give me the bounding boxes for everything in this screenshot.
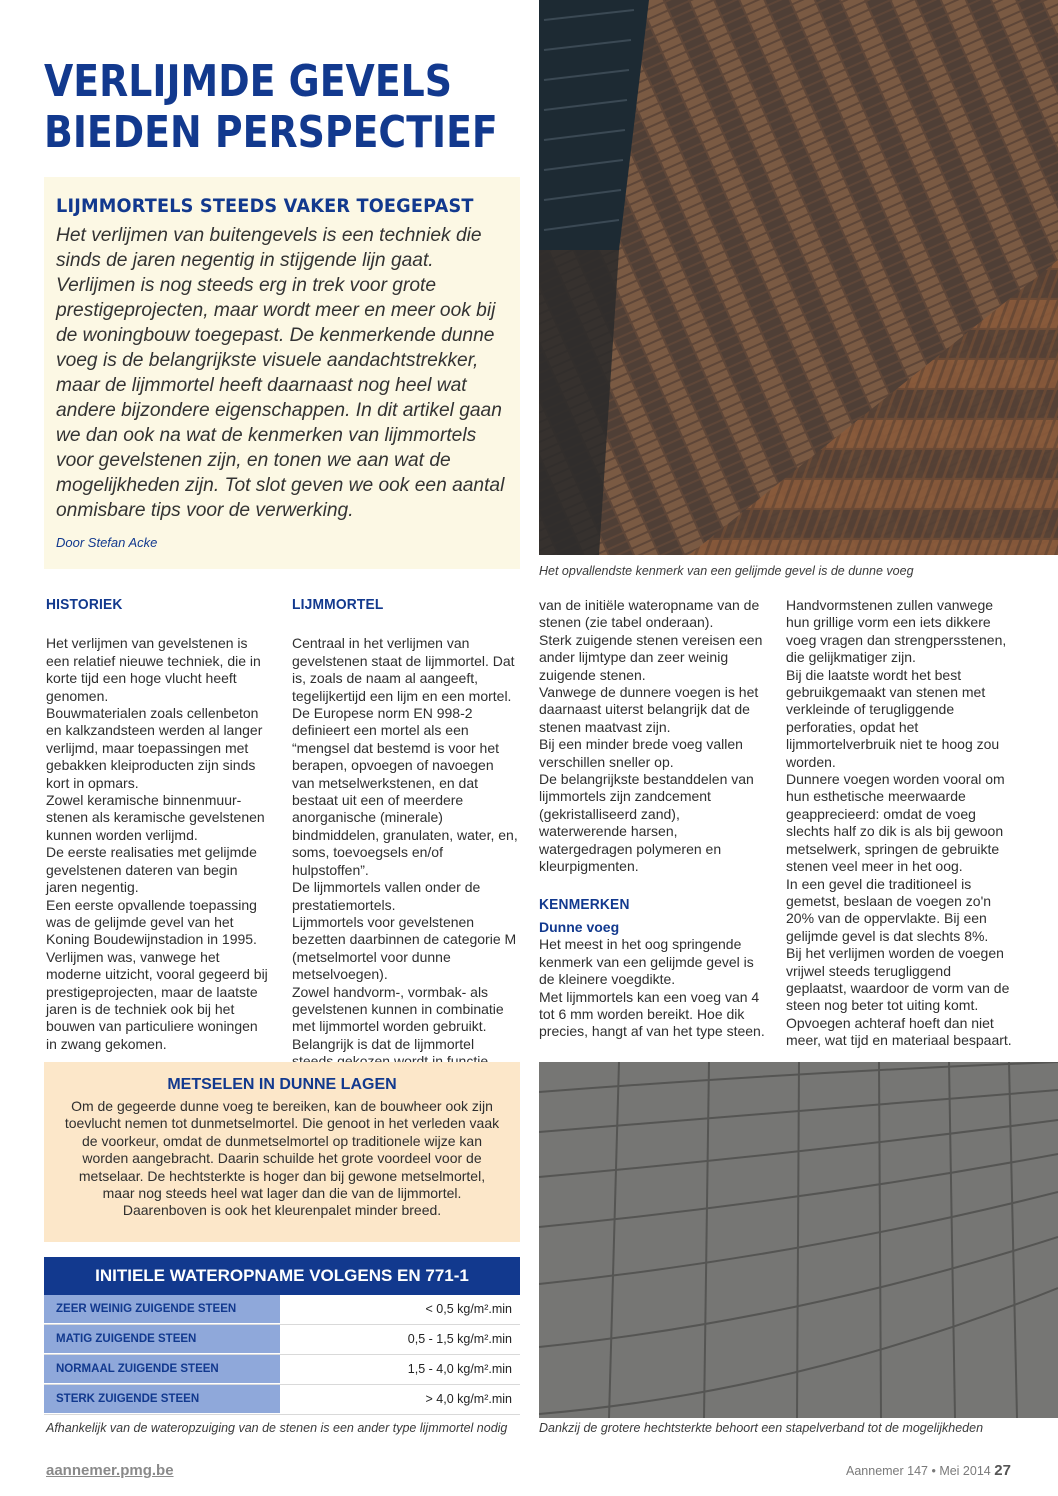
paragraph: Met lijmmortels kan een voeg van 4 tot 6 mm worden bereikt. Hoe dik precies, hangt af van het type steen.	[539, 988, 765, 1040]
paragraph: Opvoegen achteraf hoeft dan niet meer, wat tijd en materiaal bespaart.	[786, 1014, 1012, 1049]
paragraph: Sterk zuigende stenen vereisen een ander lijmtype dan zeer weinig zuigende stenen.	[539, 631, 763, 683]
intro-box	[44, 177, 520, 569]
brick-facade-photo	[539, 0, 1058, 555]
paragraph: De eerste realisaties met gelijmde gevelstenen dateren van begin jaren negentig.	[46, 844, 257, 896]
paragraph: De belangrijkste bestanddelen van lijmmortels zijn zandcement (gekristalliseerd zand), waterwerende harsen, watergedragen polymeren en kleurpigmenten.	[539, 771, 754, 875]
website-link[interactable]: aannemer.pmg.be	[46, 1462, 174, 1479]
paragraph: Dunnere voegen worden vooral om hun esthetische meerwaarde geapprecieerd: omdat de voeg slechts half zo dik is als bij gewoon metselwerk, springen de gebruikte stenen veel meer in het oog.	[786, 771, 1005, 875]
table-caption: Afhankelijk van de wateropzuiging van de stenen is een ander type lijmmortel nodig	[46, 1421, 508, 1435]
heading-lijmmortel: LIJMMORTEL	[292, 596, 384, 613]
title-line-2: BIEDEN PERSPECTIEF	[44, 107, 498, 158]
top-photo-caption: Het opvallendste kenmerk van een gelijmde gevel is de dunne voeg	[539, 564, 914, 578]
paragraph: Bij een minder brede voeg vallen verschillen sneller op.	[539, 736, 743, 770]
heading-historiek: HISTORIEK	[46, 596, 123, 613]
page-title	[44, 56, 498, 158]
sidebar-body: Om de gegeerde dunne voeg te bereiken, kan de bouwheer ook zijn toevlucht nemen tot dunmetselmortel. Die genoot in het verleden vaak de voorkeur, omdat de dunmetselmortel op traditionele wijze kan worden aangebracht. Daarin schuilde het grote voordeel voor de metselaar. De hechtsterkte is hoger dan bij gewone metselmortel, maar nog steeds heel wat lager dan die van de lijmmortel. Daarenboven is ook het kleurenpalet minder breed.	[64, 1098, 500, 1219]
intro-lead: Het verlijmen van buitengevels is een techniek die sinds de jaren negentig in stijgende lijn gaat. Verlijmen is nog steeds erg in trek voor grote prestigeprojecten, maar wordt meer en meer ook bij de woningbouw toegepast. De kenmerkende dunne voeg is de belangrijkste visuele aandachtstrekker, maar de lijmmortel heeft daarnaast nog heel wat andere bijzondere eigenschappen. In dit artikel gaan we dan ook na wat de kenmerken van lijmmortels voor gevelstenen zijn, en tonen we aan wat de mogelijkheden zijn. Tot slot geven we ook een aantal onmisbare tips voor de verwerking.	[56, 225, 505, 521]
issue-info	[846, 1462, 1011, 1479]
paragraph: Vanwege de dunnere voegen is het daarnaast uiterst belangrijk dat de stenen maatvast zijn.	[539, 684, 759, 735]
row-value: > 4,0 kg/m².min	[280, 1385, 520, 1414]
paragraph: Het verlijmen van gevelstenen is een relatief nieuwe techniek, die in korte tijd een hoge vlucht heeft genomen.	[46, 635, 261, 704]
brick-facade-image	[539, 0, 1058, 555]
paragraph: Belangrijk is dat de lijmmortel	[292, 1035, 475, 1052]
row-value: < 0,5 kg/m².min	[280, 1295, 520, 1324]
paragraph: In een gevel die traditioneel is gemetst, beslaan de voegen zo'n 20% van de oppervlakte. Bij een gelijmde gevel is dat slechts 8%.	[786, 875, 992, 944]
paragraph: Bouwmaterialen zoals cellenbeton en kalkzandsteen werden al langer verlijmd, maar toepassingen met gebakken kleiproducten zijn sinds kort in opmars.	[46, 705, 263, 791]
row-label: NORMAAL ZUIGENDE STEEN	[44, 1355, 280, 1384]
paragraph: Zowel handvorm-, vormbak- als gevelstenen kunnen in combinatie met lijmmortel worden gebruikt.	[292, 983, 504, 1035]
bottom-photo-caption: Dankzij de grotere hechtsterkte behoort een stapelverband tot de mogelijkheden	[539, 1421, 984, 1435]
row-label: ZEER WEINIG ZUIGENDE STEEN	[44, 1295, 280, 1324]
stack-bond-image	[539, 1062, 1058, 1418]
intro-heading: LIJMMORTELS STEEDS VAKER TOEGEPAST	[56, 195, 474, 217]
paragraph: Lijmmortels voor gevelstenen bezetten daarbinnen de categorie M (metselmortel voor dunne metselvoegen).	[292, 913, 517, 983]
water-absorption-table	[44, 1257, 520, 1415]
paragraph: Het meest in het oog springende kenmerk van een gelijmde gevel is de kleinere voegdikte.	[539, 936, 754, 988]
heading-kenmerken: KENMERKEN	[539, 895, 630, 913]
paragraph: Handvormstenen zullen vanwege hun grillige vorm een iets dikkere voeg vragen dan strengpersstenen, die gelijkmatiger zijn.	[786, 597, 1007, 666]
row-label: STERK ZUIGENDE STEEN	[44, 1385, 280, 1414]
paragraph: Bij het verlijmen worden de voegen vrijwel steeds terugliggend geplaatst, waardoor de vorm van de steen nog beter tot uiting komt.	[786, 945, 1010, 1014]
title-line-1: VERLIJMDE GEVELS	[44, 56, 453, 107]
subheading-dunne-voeg: Dunne voeg	[539, 918, 620, 935]
column-continued	[786, 597, 1012, 1050]
row-value: 1,5 - 4,0 kg/m².min	[280, 1355, 520, 1384]
column-lijmmortel	[292, 596, 518, 1071]
paragraph: Bij die laatste wordt het best gebruikgemaakt van stenen met verkleinde of terugliggende perforaties, opdat het lijmmortelverbruik niet te hoog zou worden.	[786, 666, 1000, 770]
row-label: MATIG ZUIGENDE STEEN	[44, 1325, 280, 1354]
issue-label: Aannemer 147 • Mei 2014	[846, 1464, 991, 1478]
page-number: 27	[994, 1462, 1011, 1479]
table-row	[44, 1355, 520, 1385]
table-row	[44, 1385, 520, 1415]
table-row	[44, 1295, 520, 1325]
table-title: INITIELE WATEROPNAME VOLGENS EN 771-1	[44, 1257, 520, 1295]
paragraph: Verlijmen was, vanwege het moderne uitzicht, vooral gegeerd bij prestigeprojecten, maar de laatste jaren is de techniek ook bij het bouwen van particuliere woningen in zwang gekomen.	[46, 948, 268, 1052]
stack-bond-photo	[539, 1062, 1058, 1418]
table-row	[44, 1325, 520, 1355]
sidebar-heading: METSELEN IN DUNNE LAGEN	[167, 1076, 397, 1093]
paragraph: Zowel keramische binnenmuur-stenen als keramische gevelstenen kunnen worden verlijmd.	[46, 792, 265, 843]
byline: Door Stefan Acke	[56, 535, 158, 550]
paragraph: Centraal in het verlijmen van gevelstenen staat de lijmmortel. Dat is, zoals de naam al aangeeft, tegelijkertijd een lijm en een mortel. De Europese norm EN 998-2 definieert een mortel als een “mengsel dat bestemd is voor het berapen, opvoegen of navoegen van metselwerkstenen, en dat bestaat uit een of meerdere anorganische (minerale) bindmiddelen, granulaten, water, en, soms, toevoegsels en/of hulpstoffen”.	[292, 635, 518, 878]
column-kenmerken	[539, 597, 765, 1041]
paragraph: Een eerste opvallende toepassing was de gelijmde gevel van het Koning Boudewijnstadion in 1995.	[46, 896, 257, 948]
sidebar-box	[44, 1062, 520, 1242]
paragraph: De lijmmortels vallen onder de prestatiemortels.	[292, 879, 481, 913]
row-value: 0,5 - 1,5 kg/m².min	[280, 1325, 520, 1354]
paragraph: van de initiële wateropname van de stenen (zie tabel onderaan).	[539, 597, 760, 631]
column-historiek	[46, 596, 272, 1053]
